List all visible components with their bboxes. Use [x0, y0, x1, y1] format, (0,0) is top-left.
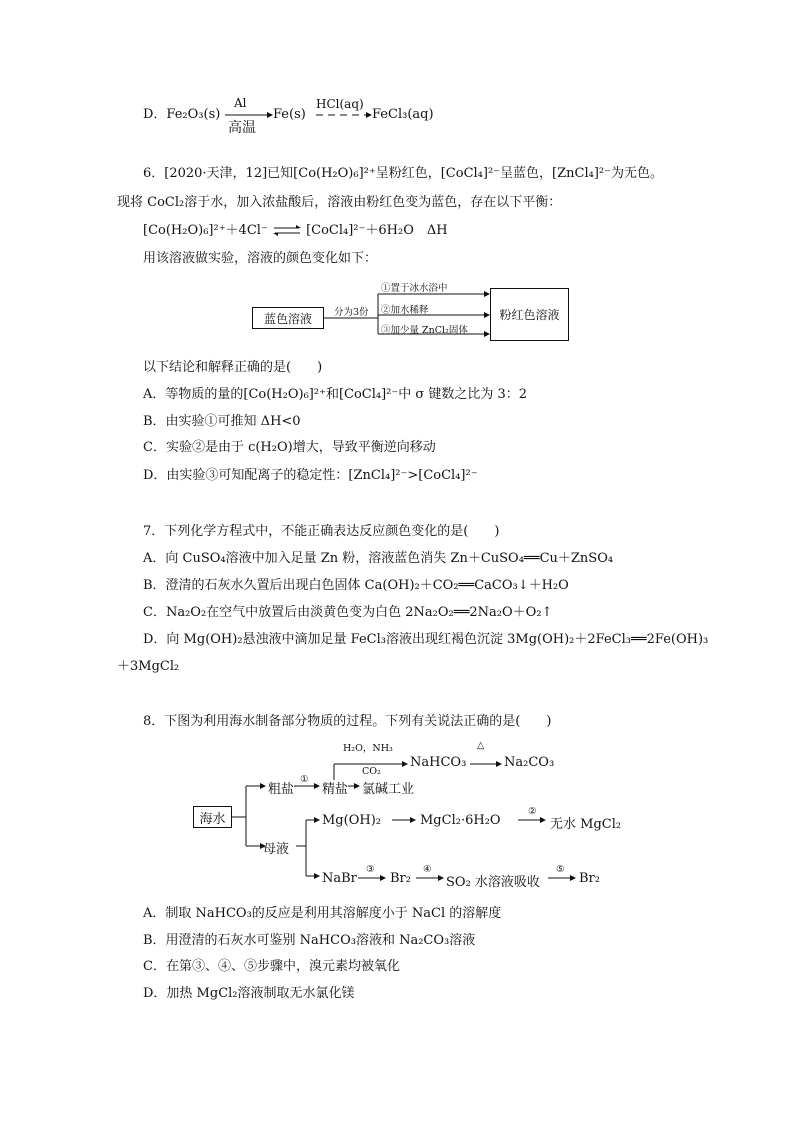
q7-stem: 7．下列化学方程式中，不能正确表达反应颜色变化的是( ): [143, 524, 500, 539]
equilibrium-arrows: [272, 224, 302, 238]
q8-option-a[interactable]: A．制取 NaHCO₃的反应是利用其溶解度小于 NaCl 的溶解度: [143, 906, 502, 921]
anhydrous-mgcl2-label: 无水 MgCl₂: [550, 817, 622, 832]
arrow-2-dashed: [316, 110, 372, 120]
q7-option-a[interactable]: A．向 CuSO₄溶液中加入足量 Zn 粉，溶液蓝色消失 Zn＋CuSO₄══Cu＋ZnSO₄: [143, 551, 614, 566]
q6-option-c[interactable]: C．实验②是由于 c(H₂O)增大，导致平衡逆向移动: [143, 440, 436, 455]
arrow1-bottom-label: 高温: [228, 120, 256, 136]
step-2-label: ②: [528, 806, 537, 817]
step-4-label: ④: [423, 864, 432, 875]
q7-option-d[interactable]: D．向 Mg(OH)₂悬浊液中滴加足量 FeCl₃溶液出现红褐色沉淀 3Mg(OH)₂＋2FeCl₃══2Fe(OH)₃: [143, 632, 709, 647]
nahco3-label: NaHCO₃: [410, 755, 467, 770]
mother-liquor-label: 母液: [263, 842, 290, 857]
branch-1-label: ①置于冰水浴中: [381, 283, 448, 294]
q6-question: 以下结论和解释正确的是( ): [143, 360, 323, 375]
q6-line-4: 用该溶液做实验，溶液的颜色变化如下：: [143, 251, 378, 266]
q7-option-d-continued: ＋3MgCl₂: [117, 659, 180, 674]
blue-solution-box: 蓝色溶液: [252, 307, 324, 329]
step-5-label: ⑤: [556, 864, 565, 875]
prev-option-d-end: FeCl₃(aq): [372, 107, 434, 122]
q8-option-d[interactable]: D．加热 MgCl₂溶液制取无水氯化镁: [143, 986, 355, 1001]
prev-option-d-mid: Fe(s): [273, 107, 306, 122]
br2-first-label: Br₂: [390, 871, 411, 886]
chlor-alkali-label: 氯碱工业: [362, 782, 415, 797]
q6-line-2: 现将 CoCl₂溶于水，加入浓盐酸后，溶液由粉红色变为蓝色，存在以下平衡：: [117, 195, 562, 210]
h2o-nh3-label: H₂O，NH₃: [343, 743, 393, 754]
mgoh2-label: Mg(OH)₂: [322, 813, 381, 828]
na2co3-label: Na₂CO₃: [504, 755, 555, 770]
q6-option-d[interactable]: D．由实验③可知配离子的稳定性：[ZnCl₄]²⁻>[CoCl₄]²⁻: [143, 468, 478, 483]
equilibrium-right: [CoCl₄]²⁻＋6H₂O ΔH: [306, 223, 448, 238]
step-1-label: ①: [300, 774, 309, 785]
mgcl2-hydrate-label: MgCl₂·6H₂O: [420, 813, 501, 828]
equilibrium-left: [Co(H₂O)₆]²⁺＋4Cl⁻: [143, 223, 268, 238]
split-label: 分为3份: [334, 307, 369, 318]
q6-option-a[interactable]: A．等物质的量的[Co(H₂O)₆]²⁺和[CoCl₄]²⁻中 σ 键数之比为 3：2: [143, 387, 528, 402]
branch-3-label: ③加少量 ZnCl₂固体: [381, 325, 468, 336]
step-3-label: ③: [366, 864, 375, 875]
nabr-label: NaBr: [322, 871, 357, 886]
arrow1-top-label: Al: [234, 96, 247, 110]
heat-symbol: △: [477, 740, 485, 751]
q8-option-c[interactable]: C．在第③、④、⑤步骤中，溴元素均被氧化: [143, 959, 400, 974]
so2-absorb-label: SO₂ 水溶液吸收: [446, 875, 540, 890]
q6-line-1: 6．[2020·天津，12]已知[Co(H₂O)₆]²⁺呈粉红色，[CoCl₄]²⁻呈蓝色，[ZnCl₄]²⁻为无色。: [143, 166, 663, 181]
co2-label: CO₂: [362, 766, 381, 777]
branch-2-label: ②加水稀释: [381, 305, 429, 316]
prev-option-d-label: D．Fe₂O₃(s): [143, 107, 221, 122]
seawater-box: 海水: [193, 806, 232, 828]
refined-salt-label: 精盐: [322, 782, 349, 797]
q6-equilibrium: [143, 223, 448, 239]
q8-stem: 8．下图为利用海水制备部分物质的过程。下列有关说法正确的是( ): [143, 714, 552, 729]
crude-salt-label: 粗盐: [268, 782, 295, 797]
br2-final-label: Br₂: [579, 871, 600, 886]
q7-option-b[interactable]: B．澄清的石灰水久置后出现白色固体 Ca(OH)₂＋CO₂══CaCO₃↓＋H₂O: [143, 578, 569, 593]
pink-solution-box: 粉红色溶液: [490, 288, 569, 341]
q8-option-b[interactable]: B．用澄清的石灰水可鉴别 NaHCO₃溶液和 Na₂CO₃溶液: [143, 933, 476, 948]
q6-option-b[interactable]: B．由实验①可推知 ΔH<0: [143, 414, 301, 429]
q7-option-c[interactable]: C．Na₂O₂在空气中放置后由淡黄色变为白色 2Na₂O₂══2Na₂O＋O₂↑: [143, 605, 553, 620]
arrow2-top-label: HCl(aq): [316, 97, 364, 111]
